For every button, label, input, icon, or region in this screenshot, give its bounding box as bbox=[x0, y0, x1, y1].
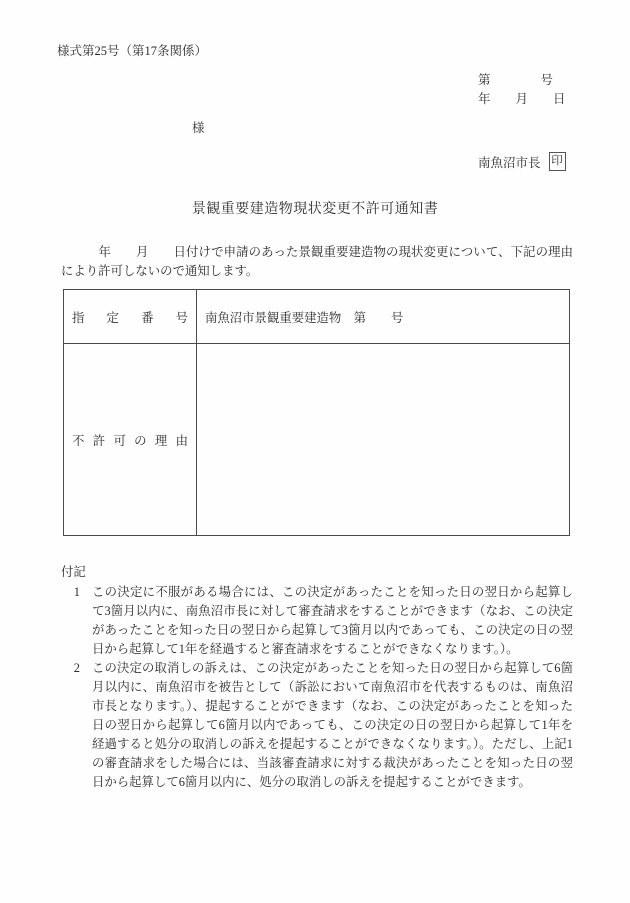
body-paragraph: 年 月 日付けで申請のあった景観重要建造物の現状変更について、下記の理由により許可しないので通知します。 bbox=[61, 245, 573, 279]
document-date-field: 年 月 日 bbox=[478, 92, 566, 106]
issuer-line bbox=[478, 152, 566, 171]
list-item bbox=[61, 583, 573, 659]
seal-stamp-box: 印 bbox=[549, 152, 566, 171]
document-number-field: 第 号 bbox=[478, 73, 554, 87]
note-text: この決定に不服がある場合には、この決定があったことを知った日の翌日から起算して3箇月以内に、南魚沼市長に対して審査請求をすることができます（なお、この決定があったことを知った日の翌日から起算して3箇月以内であっても、この決定の日の翌日から起算して1年を経過すると審査請求をすることができなくなります。）。 bbox=[92, 584, 573, 656]
table-row bbox=[64, 290, 570, 344]
note-text: この決定の取消しの訴えは、この決定があったことを知った日の翌日から起算して6箇月以内に、南魚沼市を被告として（訴訟において南魚沼市を代表するものは、南魚沼市長となります。）、提起することができます（なお、この決定があったことを知った日の翌日から起算して6箇月以内であっても、この決定の日の翌日から起算して1年を経過すると処分の取消しの訴えを提起することができなくなります。）。ただし、上記1の審査請求をした場合には、当該審査請求に対する裁決があったことを知った日の翌日から起算して6箇月以内に、処分の取消しの訴えを提起することができます。 bbox=[92, 661, 573, 790]
table-row bbox=[64, 344, 570, 536]
refusal-reason-label: 不許可の理由 bbox=[64, 344, 197, 536]
details-table bbox=[63, 289, 570, 536]
note-number: 1 bbox=[73, 584, 80, 599]
designation-number-value[interactable]: 南魚沼市景観重要建造物 第 号 bbox=[197, 290, 570, 344]
addendum-section bbox=[61, 563, 573, 792]
addressee-honorific: 様 bbox=[192, 121, 205, 135]
designation-number-label: 指定番号 bbox=[64, 290, 197, 344]
note-number: 2 bbox=[73, 661, 80, 676]
document-title: 景観重要建造物現状変更不許可通知書 bbox=[191, 202, 439, 217]
refusal-reason-value[interactable] bbox=[197, 344, 570, 536]
issuer-name: 南魚沼市長 bbox=[478, 155, 541, 170]
form-number: 様式第25号（第17条関係） bbox=[57, 44, 208, 58]
addendum-heading: 付記 bbox=[61, 565, 86, 579]
list-item bbox=[61, 659, 573, 792]
